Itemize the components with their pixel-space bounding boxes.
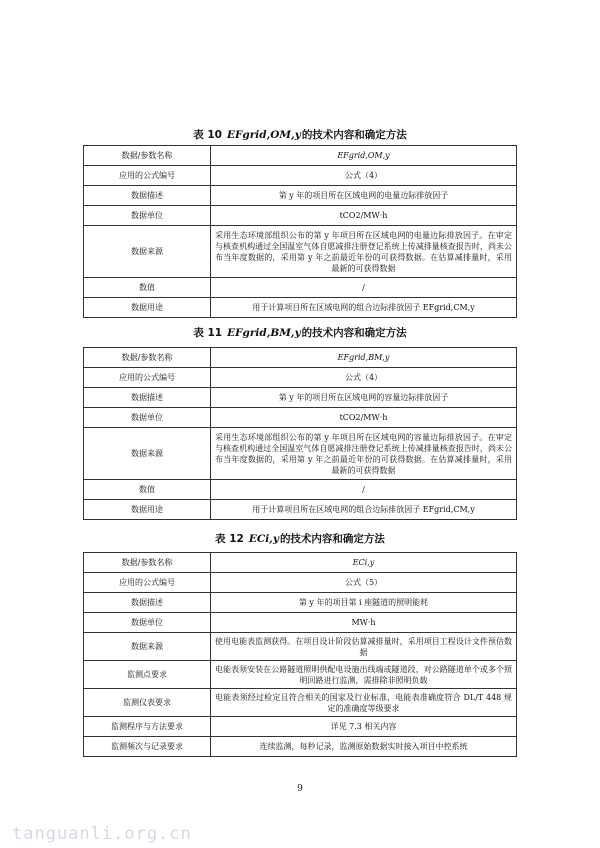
table-row [84,166,517,186]
row-value: / [211,480,517,500]
table-10-caption [0,128,600,142]
table-row [84,480,517,500]
row-key: 数据单位 [84,408,211,428]
row-value: 使用电能表监测获得。在项目设计阶段估算减排量时，采用项目工程设计文件预估数据 [211,633,517,661]
table-caption-symbol: EFgrid,OM,y [226,129,301,141]
row-value: ECi,y [211,553,517,573]
row-key: 数据/参数名称 [84,146,211,166]
row-value: EFgrid,OM,y [211,146,517,166]
row-value: 详见 7.3 相关内容 [211,717,517,737]
table-row [84,593,517,613]
table-row [84,573,517,593]
row-key: 数据用途 [84,500,211,520]
watermark: tanguanli.org.cn [12,824,192,844]
table-caption-symbol: EFgrid,BM,y [227,327,301,339]
row-key: 数据描述 [84,186,211,206]
table-10 [83,145,517,318]
table-row [84,388,517,408]
row-value: 公式（5） [211,573,517,593]
table-11-caption [0,326,600,340]
row-key: 应用的公式编号 [84,573,211,593]
row-key: 监测点要求 [84,661,211,689]
row-key: 数据/参数名称 [84,553,211,573]
table-row [84,553,517,573]
row-key: 数据单位 [84,613,211,633]
row-key: 数据描述 [84,388,211,408]
row-value: MW·h [211,613,517,633]
row-value: 电能表须安装在公路隧道照明供配电设施出线端或隧道段，对公路隧道单个或多个照明回路进行监测，需排除非照明负载 [211,661,517,689]
table-row [84,428,517,480]
table-row [84,206,517,226]
row-key: 应用的公式编号 [84,368,211,388]
row-value: / [211,278,517,298]
row-value: tCO2/MW·h [211,206,517,226]
table-12-caption [0,532,600,546]
row-key: 应用的公式编号 [84,166,211,186]
table-caption-suffix: 的技术内容和确定方法 [279,533,385,545]
table-row [84,737,517,757]
row-key: 数据来源 [84,633,211,661]
row-value: 用于计算项目所在区域电网的组合边际排放因子 EFgrid,CM,y [211,298,517,318]
row-key: 监测频次与记录要求 [84,737,211,757]
row-key: 数值 [84,278,211,298]
table-row [84,146,517,166]
row-key: 数据/参数名称 [84,348,211,368]
row-key: 监测程序与方法要求 [84,717,211,737]
row-key: 监测仪表要求 [84,689,211,717]
table-row [84,368,517,388]
table-row [84,408,517,428]
table-row [84,689,517,717]
row-value: 第 y 年的项目第 i 座隧道的照明能耗 [211,593,517,613]
table-row [84,226,517,278]
table-caption-prefix: 表 11 [193,327,223,339]
table-row [84,717,517,737]
table-12 [83,552,517,757]
page-number: 9 [297,784,303,794]
table-row [84,298,517,318]
row-value: 公式（4） [211,166,517,186]
table-row [84,633,517,661]
table-row [84,661,517,689]
table-row [84,613,517,633]
row-value: 电能表须经过检定且符合相关的国家及行业标准，电能表准确度符合 DL/T 448 规定的准确度等级要求 [211,689,517,717]
table-caption-prefix: 表 12 [215,533,244,545]
table-11 [83,347,517,520]
row-value: 采用生态环境部组织公布的第 y 年项目所在区域电网的容量边际排放因子。在审定与核查机构通过全国温室气体自愿减排注册登记系统上传减排量核查报告时，尚未公布当年度数据的，采用第 y 年之前最近年份的可获得数据。在估算减排量时，采用最新的可获得数据 [211,428,517,480]
table-row [84,500,517,520]
row-key: 数据用途 [84,298,211,318]
row-value: tCO2/MW·h [211,408,517,428]
table-caption-suffix: 的技术内容和确定方法 [301,129,407,141]
row-value: EFgrid,BM,y [211,348,517,368]
row-key: 数值 [84,480,211,500]
row-value: 公式（4） [211,368,517,388]
row-key: 数据来源 [84,428,211,480]
table-row [84,278,517,298]
row-key: 数据单位 [84,206,211,226]
table-row [84,348,517,368]
row-value: 用于计算项目所在区域电网的组合边际排放因子 EFgrid,CM,y [211,500,517,520]
row-key: 数据来源 [84,226,211,278]
table-caption-symbol: ECi,y [248,533,279,545]
row-value: 连续监测，每秒记录，监测原始数据实时接入项目中控系统 [211,737,517,757]
row-key: 数据描述 [84,593,211,613]
table-row [84,186,517,206]
row-value: 第 y 年的项目所在区域电网的电量边际排放因子 [211,186,517,206]
row-value: 采用生态环境部组织公布的第 y 年项目所在区域电网的电量边际排放因子。在审定与核查机构通过全国温室气体自愿减排注册登记系统上传减排量核查报告时，尚未公布当年度数据的，采用第 y 年之前最近年份的可获得数据。在估算减排量时，采用最新的可获得数据 [211,226,517,278]
row-value: 第 y 年的项目所在区域电网的容量边际排放因子 [211,388,517,408]
table-caption-suffix: 的技术内容和确定方法 [301,327,407,339]
table-caption-prefix: 表 10 [193,129,222,141]
